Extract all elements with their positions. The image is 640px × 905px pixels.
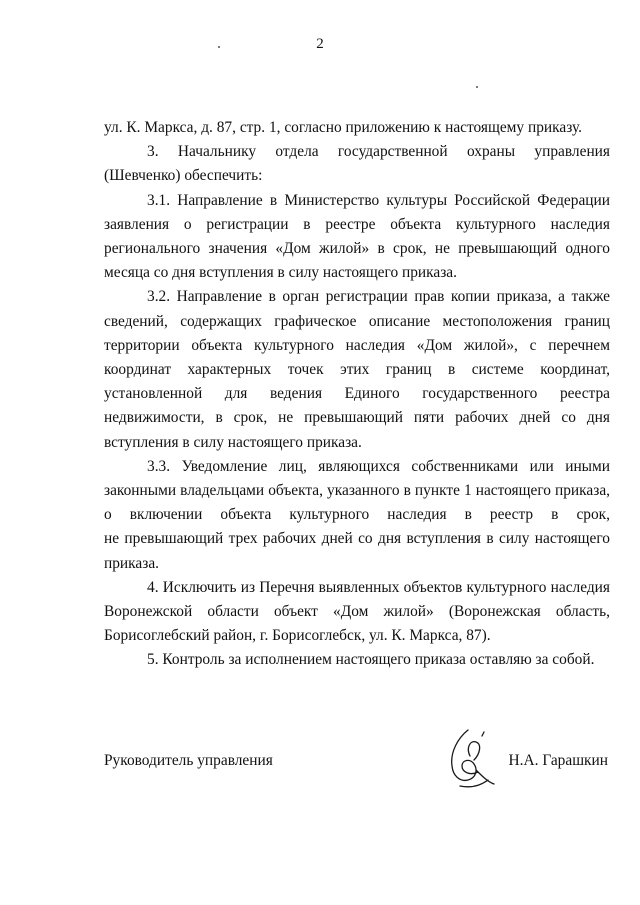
signatory-name: Н.А. Гарашкин: [508, 752, 608, 769]
paragraph: [104, 576, 610, 649]
text-line: вступления в силу настоящего приказа.: [104, 433, 362, 451]
page-number: 2: [316, 36, 324, 52]
scan-speck: [218, 46, 220, 48]
text-line: 3.3. Уведомление лиц, являющихся собственниками или иными: [147, 457, 610, 475]
text-line: сведений, содержащих графическое описание местоположения границ: [104, 312, 610, 330]
text-line: заявления о регистрации в реестре объекта культурного наследия: [104, 215, 610, 233]
paragraph: [104, 285, 610, 454]
text-line: ул. К. Маркса, д. 87, стр. 1, согласно приложению к настоящему приказу.: [104, 119, 582, 136]
text-line: месяца со дня вступления в силу настоящего приказа.: [104, 264, 457, 282]
paragraph: [104, 455, 610, 576]
text-line: регионального значения «Дом жилой» в срок, не превышающий одного: [104, 240, 610, 258]
paragraph: [104, 116, 610, 140]
text-line: координат характерных точек этих границ в системе координат,: [104, 361, 610, 379]
paragraph: [104, 189, 610, 286]
text-line: не превышающий трех рабочих дней со дня вступления в силу настоящего: [104, 530, 610, 548]
text-line: Борисоглебский район, г. Борисоглебск, ул. К. Маркса, 87).: [104, 627, 491, 645]
text-line: недвижимости, в срок, не превышающий пяти рабочих дней со дня: [104, 409, 610, 427]
paragraph: [104, 140, 610, 188]
paragraph: [104, 648, 610, 672]
signatory-position: Руководитель управления: [104, 752, 273, 769]
text-line: 4. Исключить из Перечня выявленных объектов культурного наследия: [147, 578, 610, 596]
text-line: 5. Контроль за исполнением настоящего приказа оставляю за собой.: [147, 651, 595, 669]
scan-speck: [476, 86, 478, 88]
document-body: [104, 116, 610, 673]
text-line: установленной для ведения Единого государственного реестра: [104, 385, 610, 403]
text-line: 3.2. Направление в орган регистрации прав копии приказа, а также: [147, 288, 610, 306]
text-line: Воронежской области объект «Дом жилой» (Воронежская область,: [104, 603, 610, 621]
text-line: о включении объекта культурного наследия в реестр в срок,: [104, 506, 610, 524]
signature-block: [104, 748, 610, 788]
text-line: законными владельцами объекта, указанного в пункте 1 настоящего приказа,: [104, 482, 610, 500]
text-line: территории объекта культурного наследия «Дом жилой», с перечнем: [104, 336, 610, 354]
text-line: 3. Начальнику отдела государственной охраны управления: [147, 143, 610, 161]
text-line: (Шевченко) обеспечить:: [104, 167, 263, 185]
text-line: приказа.: [104, 554, 160, 572]
handwritten-signature: [440, 726, 500, 792]
text-line: 3.1. Направление в Министерство культуры Российской Федерации: [147, 191, 610, 209]
